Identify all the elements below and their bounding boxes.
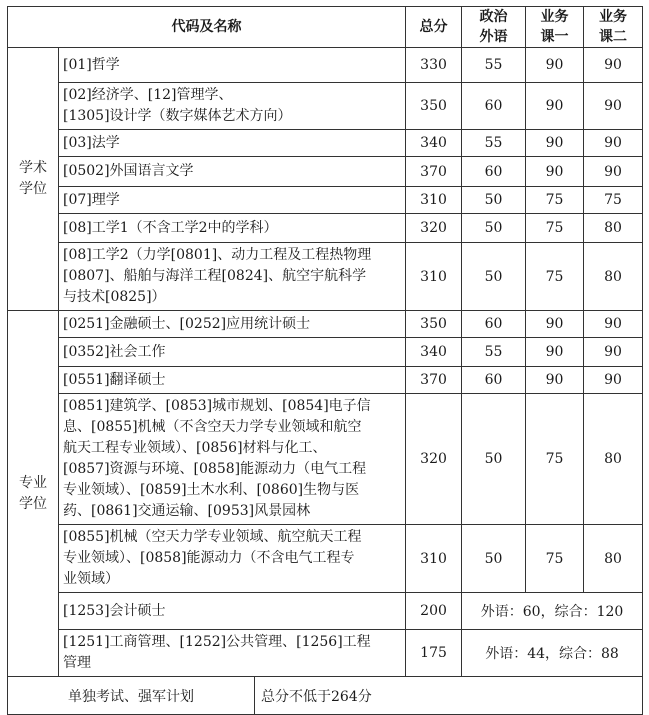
course1-score: 90 <box>526 367 584 394</box>
course1-score: 90 <box>526 338 584 367</box>
program-name <box>59 243 406 311</box>
header-course2-line1: 业务 <box>599 9 628 25</box>
total-score: 340 <box>406 338 462 367</box>
course2-score: 80 <box>584 214 643 243</box>
politics-score: 60 <box>462 311 526 338</box>
total-score: 310 <box>406 525 462 593</box>
course1-score: 90 <box>526 48 584 83</box>
table-row <box>8 130 643 157</box>
program-name-line: 药、[0861]交通运输、[0953]风景园林 <box>63 503 311 519</box>
program-name <box>59 83 406 130</box>
program-name-line: 专业领域）、[0858]能源动力（不含电气工程专 <box>63 550 355 566</box>
program-name <box>59 130 406 157</box>
table-row <box>8 187 643 214</box>
category-professional <box>8 311 59 677</box>
header-course1-line2: 课一 <box>540 29 569 45</box>
table-row <box>8 157 643 187</box>
program-name-line: [1305]设计学（数字媒体艺术方向） <box>63 108 292 124</box>
table-row <box>8 593 643 630</box>
politics-score: 60 <box>462 83 526 130</box>
category-academic-line: 学术 <box>19 160 47 176</box>
header-total: 总分 <box>406 7 462 48</box>
table-row <box>8 394 643 525</box>
program-name <box>59 630 406 677</box>
program-name-line: [0502]外国语言文学 <box>63 163 194 179</box>
program-name-line: [07]理学 <box>63 191 120 208</box>
politics-score: 55 <box>462 48 526 83</box>
course1-score: 90 <box>526 83 584 130</box>
politics-score: 55 <box>462 130 526 157</box>
header-row <box>8 7 643 48</box>
course1-score: 90 <box>526 157 584 187</box>
total-score: 310 <box>406 187 462 214</box>
subject-score-note: 外语：44，综合：88 <box>462 630 643 677</box>
program-name-line: [08]工学2（力学[0801]、动力工程及工程热物理 <box>63 247 372 263</box>
course1-score: 90 <box>526 130 584 157</box>
course2-score: 90 <box>584 338 643 367</box>
total-score: 370 <box>406 367 462 394</box>
course2-score: 75 <box>584 187 643 214</box>
course2-score: 90 <box>584 48 643 83</box>
total-score: 175 <box>406 630 462 677</box>
course1-score: 75 <box>526 187 584 214</box>
header-name: 代码及名称 <box>8 7 406 48</box>
table-row <box>8 83 643 130</box>
course2-score: 90 <box>584 130 643 157</box>
program-name-line: [08]工学1（不含工学2中的学科） <box>63 219 278 236</box>
program-name <box>59 338 406 367</box>
program-name-line: [02]经济学、[12]管理学、 <box>63 87 233 103</box>
course2-score: 90 <box>584 367 643 394</box>
politics-score: 50 <box>462 187 526 214</box>
program-name <box>59 394 406 525</box>
header-politics-line2: 外语 <box>479 29 508 45</box>
course2-score: 90 <box>584 83 643 130</box>
program-name-line: [0352]社会工作 <box>63 343 166 360</box>
course2-score: 80 <box>584 243 643 311</box>
program-name-line: 业领域） <box>63 571 119 587</box>
program-name <box>59 367 406 394</box>
table-row <box>8 311 643 338</box>
total-score: 200 <box>406 593 462 630</box>
table-row <box>8 525 643 593</box>
program-name <box>59 593 406 630</box>
program-name <box>59 48 406 83</box>
program-name-line: [0851]建筑学、[0853]城市规划、[0854]电子信 <box>63 398 371 414</box>
program-name <box>59 525 406 593</box>
program-name <box>59 214 406 243</box>
program-name-line: 航天工程专业领域）、[0856]材料与化工、 <box>63 440 327 456</box>
header-course1 <box>526 7 584 48</box>
score-table <box>7 6 643 715</box>
header-politics <box>462 7 526 48</box>
program-name <box>59 157 406 187</box>
program-name-line: 管理 <box>63 655 91 671</box>
subject-score-note: 外语：60，综合：120 <box>462 593 643 630</box>
course2-score: 90 <box>584 157 643 187</box>
table-row <box>8 214 643 243</box>
program-name-line: [0807]、船舶与海洋工程[0824]、航空宇航科学 <box>63 268 367 284</box>
header-course1-line1: 业务 <box>540 9 569 25</box>
program-name-line: 专业领域）、[0859]土木水利、[0860]生物与医 <box>63 482 360 498</box>
course2-score: 80 <box>584 394 643 525</box>
total-score: 370 <box>406 157 462 187</box>
program-name-line: [0855]机械（空天力学专业领域、航空航天工程 <box>63 529 362 545</box>
program-name-line: [1251]工商管理、[1252]公共管理、[1256]工程 <box>63 634 371 650</box>
table-row <box>8 338 643 367</box>
course1-score: 75 <box>526 394 584 525</box>
program-name <box>59 311 406 338</box>
total-score: 350 <box>406 83 462 130</box>
program-name-line: [03]法学 <box>63 134 120 151</box>
politics-score: 50 <box>462 525 526 593</box>
program-name-line: 息、[0855]机械（不含空天力学专业领域和航空 <box>63 419 362 435</box>
politics-score: 60 <box>462 157 526 187</box>
politics-score: 50 <box>462 394 526 525</box>
table-row <box>8 48 643 83</box>
politics-score: 50 <box>462 243 526 311</box>
footer-requirement: 总分不低于264分 <box>255 677 643 715</box>
program-name-line: [0551]翻译硕士 <box>63 371 166 388</box>
total-score: 340 <box>406 130 462 157</box>
header-course2 <box>584 7 643 48</box>
category-academic <box>8 48 59 311</box>
table-row <box>8 630 643 677</box>
course1-score: 75 <box>526 214 584 243</box>
course2-score: 80 <box>584 525 643 593</box>
program-name-line: [01]哲学 <box>63 56 120 73</box>
course1-score: 75 <box>526 525 584 593</box>
header-course2-line2: 课二 <box>599 29 628 45</box>
course1-score: 75 <box>526 243 584 311</box>
table-row <box>8 243 643 311</box>
total-score: 310 <box>406 243 462 311</box>
program-name <box>59 187 406 214</box>
politics-score: 50 <box>462 214 526 243</box>
total-score: 320 <box>406 394 462 525</box>
footer-category: 单独考试、强军计划 <box>8 677 255 715</box>
course1-score: 90 <box>526 311 584 338</box>
category-academic-line: 学位 <box>19 181 47 197</box>
politics-score: 60 <box>462 367 526 394</box>
table-row <box>8 367 643 394</box>
politics-score: 55 <box>462 338 526 367</box>
program-name-line: [1253]会计硕士 <box>63 602 166 619</box>
total-score: 320 <box>406 214 462 243</box>
program-name-line: 与技术[0825]） <box>63 289 166 305</box>
total-score: 330 <box>406 48 462 83</box>
category-professional-line: 学位 <box>19 495 47 512</box>
course2-score: 90 <box>584 311 643 338</box>
category-professional-line: 专业 <box>19 474 47 491</box>
total-score: 350 <box>406 311 462 338</box>
program-name-line: [0857]资源与环境、[0858]能源动力（电气工程 <box>63 461 367 477</box>
header-politics-line1: 政治 <box>479 9 508 25</box>
program-name-line: [0251]金融硕士、[0252]应用统计硕士 <box>63 315 311 332</box>
